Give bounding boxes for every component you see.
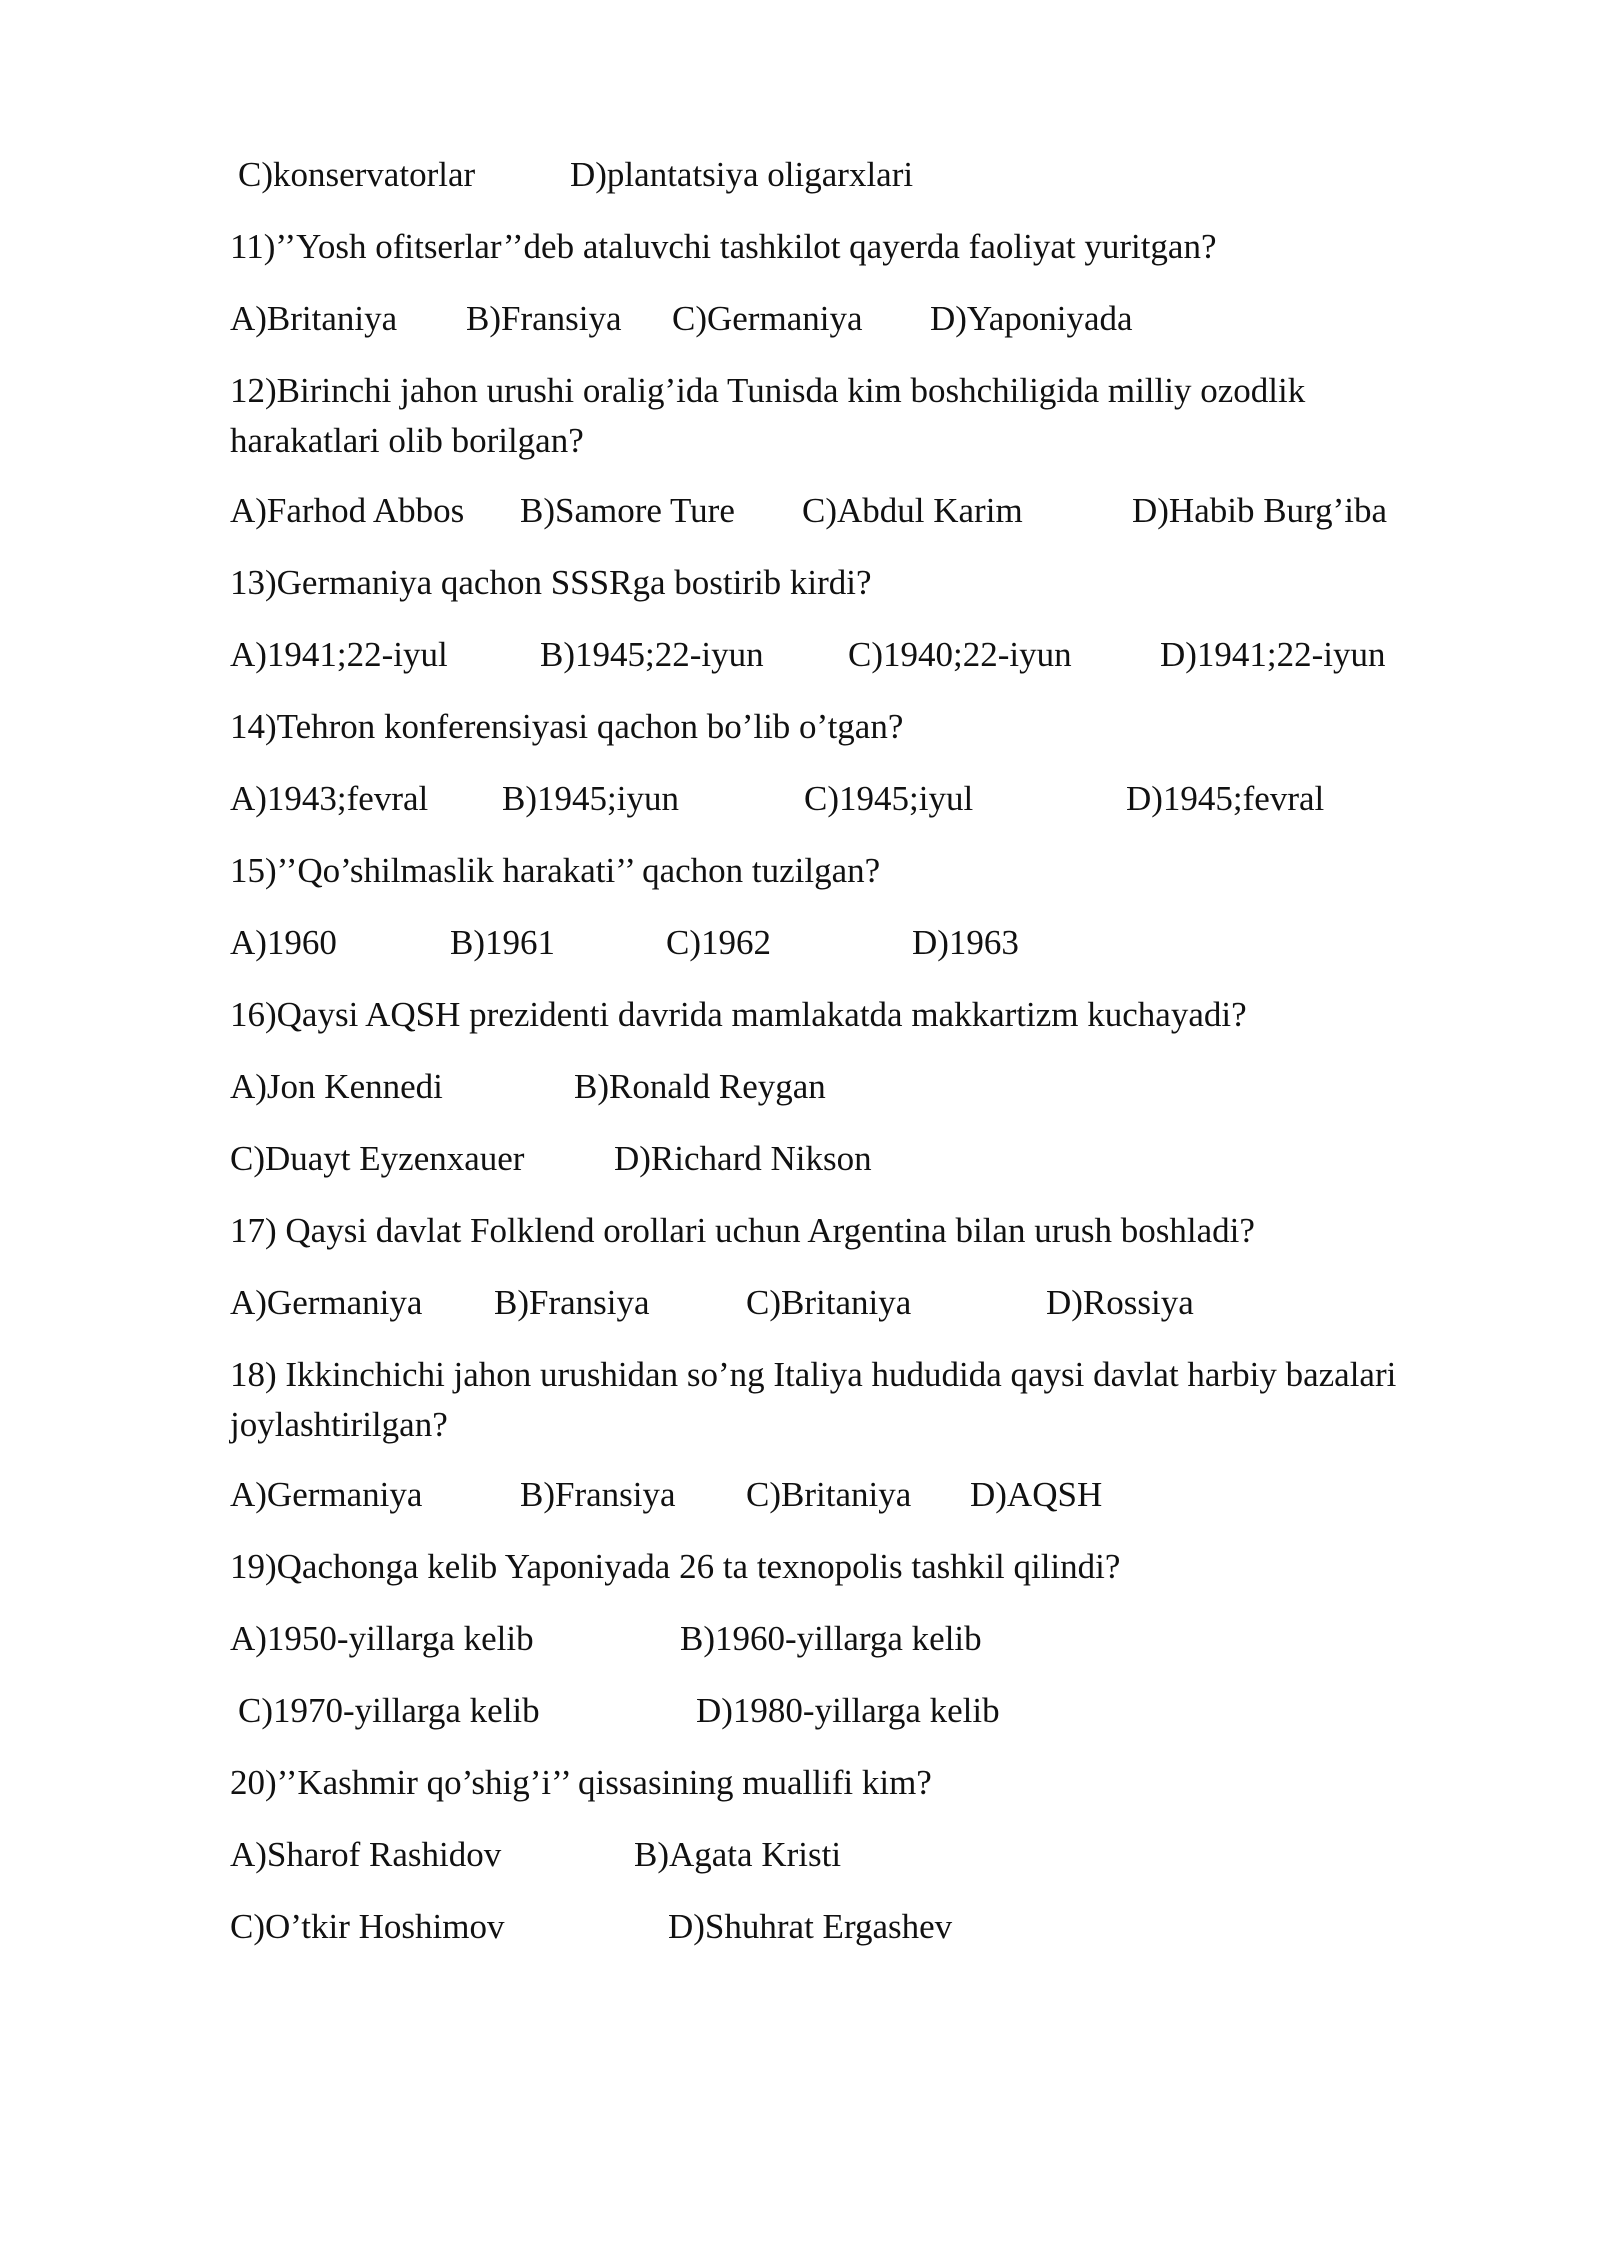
question-13: 13)Germaniya qachon SSSRga bostirib kirdi? [230, 563, 872, 602]
question-19: 19)Qachonga kelib Yaponiyada 26 ta texnopolis tashkil qilindi? [230, 1547, 1121, 1586]
option-c: C)1962 [666, 923, 771, 962]
option-c: C)Germaniya [672, 299, 863, 338]
question-12: 12)Birinchi jahon urushi oralig’ida Tunisda kim boshchiligida milliy ozodlik harakatlari olib borilgan? [230, 371, 1306, 460]
options-row-12 [230, 486, 1430, 536]
option-b: B)1945;22-iyun [540, 635, 764, 674]
option-c: C)O’tkir Hoshimov [230, 1907, 505, 1946]
option-b: B)1945;iyun [502, 779, 679, 818]
option-a: A)Britaniya [230, 299, 398, 338]
options-row-13 [230, 630, 1430, 680]
option-a: A)Germaniya [230, 1283, 423, 1322]
question-16: 16)Qaysi AQSH prezidenti davrida mamlakatda makkartizm kuchayadi? [230, 995, 1247, 1034]
option-a: A)Germaniya [230, 1475, 423, 1514]
option-b: B)Fransiya [520, 1475, 676, 1514]
option-b: B)Fransiya [494, 1283, 650, 1322]
question-11: 11)’’Yosh ofitserlar’’deb ataluvchi tashkilot qayerda faoliyat yuritgan? [230, 227, 1217, 266]
option-d: D)Yaponiyada [930, 299, 1133, 338]
options-row-10 [230, 150, 1430, 200]
option-b: B)Fransiya [466, 299, 622, 338]
option-a: A)Farhod Abbos [230, 491, 465, 530]
option-c: C)Britaniya [746, 1475, 912, 1514]
option-d: D)Rossiya [1046, 1283, 1194, 1322]
option-b: B)Agata Kristi [634, 1835, 842, 1874]
option-b: B)1961 [450, 923, 555, 962]
option-d: D)1963 [912, 923, 1019, 962]
option-d: D)1941;22-iyun [1160, 635, 1386, 674]
question-14: 14)Tehron konferensiyasi qachon bo’lib o’tgan? [230, 707, 904, 746]
option-a: A)Jon Kennedi [230, 1067, 443, 1106]
options-row-20b [230, 1902, 1430, 1952]
option-c: C)Abdul Karim [802, 491, 1023, 530]
option-c: C)Britaniya [746, 1283, 912, 1322]
option-b: B)1960-yillarga kelib [680, 1619, 982, 1658]
option-d: D)1980-yillarga kelib [696, 1691, 1000, 1730]
question-17: 17) Qaysi davlat Folklend orollari uchun Argentina bilan urush boshladi? [230, 1211, 1255, 1250]
option-a: A)1950-yillarga kelib [230, 1619, 534, 1658]
question-18: 18) Ikkinchichi jahon urushidan so’ng Italiya hududida qaysi davlat harbiy bazalari joylashtirilgan? [230, 1355, 1397, 1444]
options-row-16b [230, 1134, 1430, 1184]
option-b: B)Ronald Reygan [574, 1067, 826, 1106]
question-20: 20)’’Kashmir qo’shig’i’’ qissasining muallifi kim? [230, 1763, 932, 1802]
options-row-18 [230, 1470, 1430, 1520]
option-c: C)Duayt Eyzenxauer [230, 1139, 525, 1178]
option-c: C)konservatorlar [238, 155, 476, 194]
option-d: D)Richard Nikson [614, 1139, 872, 1178]
option-a: A)1941;22-iyul [230, 635, 448, 674]
option-a: A)1960 [230, 923, 337, 962]
option-b: B)Samore Ture [520, 491, 735, 530]
question-15: 15)’’Qo’shilmaslik harakati’’ qachon tuzilgan? [230, 851, 881, 890]
options-row-19a [230, 1614, 1430, 1664]
option-d: D)AQSH [970, 1475, 1103, 1514]
options-row-11 [230, 294, 1430, 344]
option-c: C)1940;22-iyun [848, 635, 1072, 674]
options-row-20a [230, 1830, 1430, 1880]
option-d: D)Habib Burg’iba [1132, 491, 1387, 530]
options-row-19b [230, 1686, 1430, 1736]
option-d: D)1945;fevral [1126, 779, 1325, 818]
options-row-15 [230, 918, 1430, 968]
option-d: D)Shuhrat Ergashev [668, 1907, 953, 1946]
options-row-17 [230, 1278, 1430, 1328]
options-row-16a [230, 1062, 1430, 1112]
option-c: C)1945;iyul [804, 779, 974, 818]
options-row-14 [230, 774, 1430, 824]
option-c: C)1970-yillarga kelib [238, 1691, 540, 1730]
option-d: D)plantatsiya oligarxlari [570, 155, 914, 194]
option-a: A)1943;fevral [230, 779, 429, 818]
option-a: A)Sharof Rashidov [230, 1835, 502, 1874]
